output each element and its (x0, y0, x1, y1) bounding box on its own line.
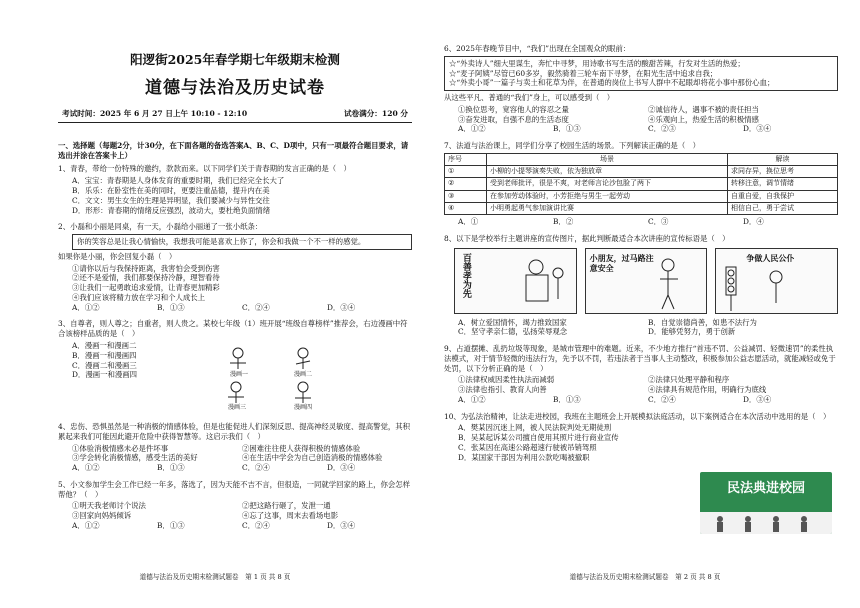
table-row (445, 190, 838, 202)
table-cell: 小柳的小提琴演奏失败，依为独放章 (487, 166, 728, 178)
question-3-stem: 3、自尊者，则人尊之；自重者，则人贵之。某校七年级（1）班开展“班级自尊榜样”推荐会，右边漫画中符合该榜样品质的是（ ） (58, 319, 408, 339)
choice-a: A．①② (72, 463, 100, 473)
choice-c: C．②④ (242, 463, 270, 473)
question-3-option: B．漫画一和漫画四 (72, 350, 137, 360)
choice-a: A．①② (72, 520, 100, 530)
poster-traffic-safety (585, 248, 708, 314)
choice-c: C．②④ (242, 302, 270, 312)
civil-code-banner (700, 472, 832, 534)
table-header: 解读 (728, 153, 838, 165)
question-4-option: ①体验消极情感未必是件坏事 (72, 443, 169, 453)
table-row (445, 202, 838, 214)
question-8-options (444, 318, 838, 338)
question-2-question: 如果你是小丽，你会回复小磊（ ） (58, 251, 177, 261)
choice-d: D．③④ (327, 463, 356, 473)
table-row (445, 178, 838, 190)
question-4-stem: 4、忠伤、恐惧虽然是一种消极的情感体验，但是也能促进人们深刻反思、提高神经灵敏度、提高警觉，其积累起来我们可能因此避开危险中获得智慧等。这启示我们（ ） (58, 421, 411, 441)
question-1-option: C．文文：男生女生的生理是异明显，我们要减少与异性交往 (72, 195, 270, 205)
question-6-choices (444, 124, 838, 134)
question-3-cartoons (208, 343, 358, 413)
question-2-option: ③让我们一起勇敢追求爱情，让青春更加精彩 (72, 283, 220, 293)
choice-b: B．①③ (157, 463, 185, 473)
question-9-choices (444, 395, 838, 405)
question-8-option: A．树立爱国情怀，竭力推致国家 (458, 317, 567, 327)
page-footer: 道德与法治及历史期末检测试题卷 第 1 页 共 8 页 (139, 573, 291, 582)
table-cell: ① (445, 166, 487, 178)
choice-d: D．④ (743, 217, 764, 227)
question-7-choices (444, 217, 838, 227)
question-4-choices (58, 463, 412, 473)
question-3-option: C．漫画二和漫画三 (72, 360, 137, 370)
choice-d: D．③④ (743, 394, 772, 404)
question-5-option: ①明天我老师讨个说法 (72, 501, 146, 511)
question-6-option: ③奋发进取，自强不息的生活态度 (458, 114, 569, 124)
traffic-light-icon (716, 249, 826, 314)
choice-c: C．②④ (648, 394, 676, 404)
table-header-row (445, 153, 838, 165)
question-8-option: C．坚守孝亲仁德，弘扬荣辱观念 (458, 327, 568, 337)
question-8-option: D．能够凭努力，勇于创新 (648, 327, 736, 337)
question-3-option: A．漫画一和漫画二 (72, 340, 137, 350)
poster-public-servant (715, 248, 838, 314)
choice-d: D．③④ (327, 302, 356, 312)
question-2-option: ②还不是爱情，我们都要保持冷静，理智看待 (72, 273, 220, 283)
question-6-options (444, 105, 838, 125)
choice-c: C．②④ (242, 520, 270, 530)
question-4-option: ②困难往往使人获得积极的情感体验 (242, 443, 361, 453)
banner-people-strip (700, 512, 832, 534)
choice-d: D．③④ (743, 124, 772, 134)
table-cell: 受到老师批评，很是不爽，对老师言论沙包脸了两下 (487, 178, 728, 190)
question-1-stem: 1、青春，带给一份特殊的邀约，款款而来。以下同学们关于青春期的发言正确的是（ ） (58, 164, 351, 174)
poster-caption: 小朋友，过马路注意安全 (589, 252, 654, 274)
question-6-question: 从这些平凡、普通的“我们”身上，可以感受到（ ） (444, 93, 615, 103)
table-header: 序号 (445, 153, 487, 165)
table-cell: 求同存异，换位思考 (728, 166, 838, 178)
question-8-option: B．自觉崇德尚善，如患不法行为 (648, 317, 757, 327)
question-8-stem: 8、以下是学校举行主题讲座的宣传图片，据此判断最适合本次讲座的宣传标语是（ ） (444, 233, 730, 243)
poster-caption: 百善孝为先 (460, 252, 471, 298)
choice-b: B．①③ (553, 124, 581, 134)
question-6-option: ④乐观向上，热爱生活的积极情感 (648, 114, 759, 124)
choice-a: A．①② (458, 394, 486, 404)
question-10-option: C．张某因在高速公路超速行驶被吊销驾照 (458, 443, 597, 453)
exam-title-line2: 道德与法治及历史试卷 (145, 77, 325, 98)
question-6-material (444, 56, 838, 91)
question-9-options (444, 375, 838, 395)
question-5-option: ②把这路行砸了，发泄一通 (242, 501, 331, 511)
question-9-option: ④法律具有规范作用，明确行为底线 (648, 385, 767, 395)
section-heading: 一、选择题（每题2分，计30分，在下面各题的备选答案A、B、C、D项中，只有一项最符合题目要求，请选出并涂在答案卡上） (58, 140, 409, 160)
choice-a: A．①② (72, 302, 100, 312)
question-5-option: ③回家向妈妈倾诉 (72, 511, 132, 521)
question-2-stem: 2、小磊和小丽是同桌，有一天，小磊给小丽递了一张小纸条： (58, 222, 263, 232)
question-9-option: ①法律权威因柔性执法而减弱 (458, 375, 555, 385)
question-10-stem: 10、为弘法治精神，让法走进校园，我班在主题班会上开展模拟法庭活动，以下案例适合在本次活动中选用的是（ ） (444, 411, 831, 421)
question-1-option: A．宝宝：青春期是人身体发育的重要时期，我们已经完全长大了 (72, 176, 285, 186)
table-cell: 小明勇起勇气参加演讲比赛 (487, 202, 728, 214)
exam-time: 考试时间：2025 年 6 月 27 日上午 10:10 - 12:10 (62, 108, 248, 118)
people-icon (700, 512, 832, 534)
question-2-option: ④我们应该将精力放在学习和个人成长上 (72, 292, 206, 302)
choice-d: D．③④ (327, 520, 356, 530)
question-6-option: ①换位思考，宽容他人的容忍之量 (458, 104, 569, 114)
poster-filial-piety (454, 248, 577, 314)
question-8-pictures (454, 248, 838, 314)
cartoon-label-2: 漫画二 (294, 370, 313, 378)
cartoon-label-1: 漫画一 (230, 370, 249, 378)
elder-icon (486, 249, 576, 314)
table-cell: ② (445, 178, 487, 190)
banner-text: 民法典进校园 (726, 481, 805, 496)
question-2-option: ①请你以后与我保持距离，我害怕会受到伤害 (72, 263, 220, 273)
page-footer: 道德与法治及历史期末检测试题卷 第 2 页 共 8 页 (569, 573, 721, 582)
question-3-option: D．漫画一和漫画四 (72, 370, 138, 380)
material-line: ☆“外卖小哥”一篇子与卖土和花草为伴，在普通的岗位上书写人群中不起眼却将花小事中那份心血； (449, 78, 775, 88)
question-7-stem: 7、法道与法治课上，同学们分享了校园生活的场景。下列解读正确的是（ ） (444, 141, 700, 151)
choice-a: A．① (458, 217, 479, 227)
choice-b: B．①③ (157, 520, 185, 530)
question-1-option: B．乐乐：在卧室性在美的同时，更要注重品德，提升内在美 (72, 186, 270, 196)
question-4-options (58, 444, 412, 464)
table-cell: ④ (445, 202, 487, 214)
question-9-stem: 9、占道摆摊、乱扔垃圾等现象，是城市管理中的难题。近来，不少地方推行“首违不罚、公益减罚、轻微速罚”的柔性执法模式，对于情节轻微的违法行为，先予以不罚，若违法者于当事人主动整改，积极参加公益志愿活动，就能减轻或免于处罚，以下分析正确的是（ ） (444, 344, 836, 373)
question-6-stem: 6、2025年春晚节目中，“我们”出现在全国观众的眼前： (444, 44, 631, 53)
choice-a: A．①② (458, 124, 486, 134)
question-6-option: ②诚信待人，遇事不被的责任担当 (648, 104, 759, 114)
exam-meta (58, 109, 412, 123)
question-9-option: ②法律只处理平静和程序 (648, 375, 730, 385)
question-2-choices (58, 303, 412, 313)
exam-title-line1: 阳逻街2025年春学期七年级期末检测 (130, 52, 340, 67)
choice-b: B．①③ (157, 302, 185, 312)
material-line: ☆“外卖诗人”细大里谋生，奔忙中寻梦，用诗歌书写生活的酸甜苦辣，行发对生活的热爱； (449, 58, 745, 68)
full-score: 试卷满分：120 分 (343, 108, 408, 118)
crossing-icon (586, 249, 696, 314)
table-cell: ③ (445, 190, 487, 202)
cartoon-label-4: 漫画四 (294, 403, 313, 411)
choice-c: C．③ (648, 217, 669, 227)
poster-caption: 争做人民公仆 (746, 252, 795, 263)
table-cell: 转移注意，调节情绪 (728, 178, 838, 190)
question-5-options (58, 501, 412, 521)
question-5-stem: 5、小文参加学生会工作已经一年多，落选了，因为天能不吉不言，但很造，一同就学回家的路上，你会怎样帮他？（ ） (58, 479, 411, 499)
question-4-option: ④在生活中学会为自己创造消极的情感体验 (242, 453, 383, 463)
question-10-option: A．樊某因沉迷上网，被人民法院判处无期徒刑 (458, 423, 612, 433)
question-7-table (444, 153, 838, 215)
cartoon-label-3: 漫画三 (228, 403, 247, 411)
choice-b: B．①③ (553, 394, 581, 404)
question-10-option: B．吴某起诉某公司擅自使用其照片进行商业宣传 (458, 433, 619, 443)
table-cell: 自重自爱，自我保护 (728, 190, 838, 202)
table-cell: 相信自己，勇于尝试 (728, 202, 838, 214)
question-4-option: ③学会转化消极情感，感受生活的美好 (72, 453, 198, 463)
question-5-choices (58, 521, 412, 531)
table-header: 场景 (487, 153, 728, 165)
question-9-option: ③法律也指引、教育人向善 (458, 385, 547, 395)
question-2-note: 你的笑容总是让我心情愉快，我想我可能是喜欢上你了，你会和我做一个不一样的感觉。 (72, 234, 412, 250)
choice-b: B．② (553, 217, 574, 227)
question-1-option: D．形形：青春期的情绪反应强烈，波动大，要杜绝负面情绪 (72, 205, 271, 215)
choice-c: C．②③ (648, 124, 676, 134)
question-5-option: ④忘了这事，周末去看场电影 (242, 511, 339, 521)
table-cell: 在参加劳动体验时，小芳拒绝与男生一起劳动 (487, 190, 728, 202)
material-line: ☆“麦子阿姨”尽管已60多岁，毅然骑着三轮车南下寻梦，在阳光生活中追求自我； (449, 68, 718, 78)
table-row (445, 166, 838, 178)
question-10-option: D．某国家干部因为利用公款吃喝被撤职 (458, 452, 590, 462)
